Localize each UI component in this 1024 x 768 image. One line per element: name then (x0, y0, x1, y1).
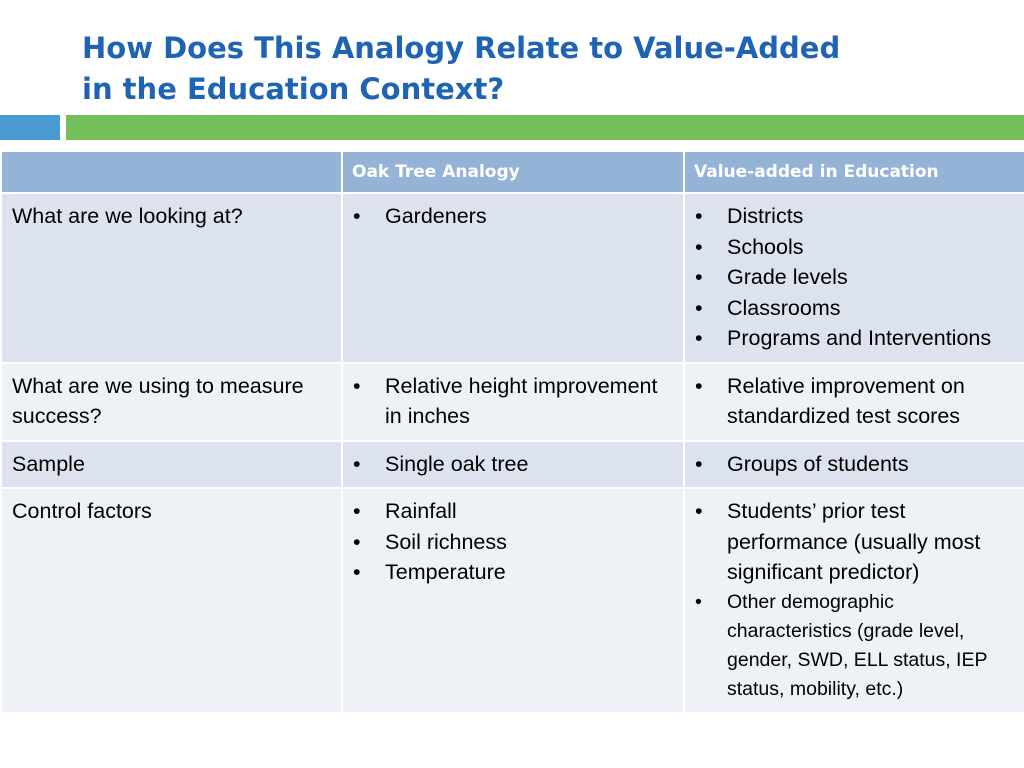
list-item: • Soil richness (353, 527, 673, 558)
list-item: • Temperature (353, 557, 673, 588)
list-item: • Programs and Interventions (695, 323, 1014, 354)
accent-bar-green (66, 115, 1024, 140)
analogy-table (0, 150, 1024, 714)
bullet-list (695, 371, 1014, 432)
list-item: • Grade levels (695, 262, 1014, 293)
header-cell-oak-tree-analogy: Oak Tree Analogy (342, 151, 684, 193)
list-item: • Rainfall (353, 496, 673, 527)
slide-title (82, 28, 982, 110)
header-cell-value-added: Value-added in Education (684, 151, 1024, 193)
list-item: • Students’ prior test performance (usually most significant predictor) (695, 496, 1014, 588)
list-item: • Other demographic characteristics (grade level, gender, SWD, ELL status, IEP status, mobility, etc.) (695, 588, 1014, 704)
header-cell-empty (1, 151, 342, 193)
table-row (1, 193, 1024, 363)
education-cell (684, 193, 1024, 363)
row-label: Sample (1, 441, 342, 489)
list-item: • Relative height improvement in inches (353, 371, 673, 432)
row-label: What are we looking at? (1, 193, 342, 363)
education-cell (684, 363, 1024, 441)
list-item: • Single oak tree (353, 449, 673, 480)
list-item: • Classrooms (695, 293, 1014, 324)
title-line-1: How Does This Analogy Relate to Value-Added (82, 31, 841, 65)
table-row (1, 441, 1024, 489)
title-line-2: in the Education Context? (82, 72, 505, 106)
bullet-list (695, 201, 1014, 354)
bullet-list (695, 449, 1014, 480)
row-label: What are we using to measure success? (1, 363, 342, 441)
bullet-list (353, 449, 673, 480)
accent-bar-blue (0, 115, 60, 140)
table-header-row (1, 151, 1024, 193)
oak-cell (342, 488, 684, 713)
list-item: • Relative improvement on standardized test scores (695, 371, 1014, 432)
oak-cell (342, 441, 684, 489)
education-cell (684, 488, 1024, 713)
list-item: • Groups of students (695, 449, 1014, 480)
row-label: Control factors (1, 488, 342, 713)
education-cell (684, 441, 1024, 489)
table-row (1, 488, 1024, 713)
table-row (1, 363, 1024, 441)
bullet-list (353, 371, 673, 432)
bullet-list (353, 496, 673, 588)
bullet-list (695, 496, 1014, 704)
oak-cell (342, 363, 684, 441)
list-item: • Schools (695, 232, 1014, 263)
list-item: • Gardeners (353, 201, 673, 232)
bullet-list (353, 201, 673, 232)
oak-cell (342, 193, 684, 363)
list-item: • Districts (695, 201, 1014, 232)
